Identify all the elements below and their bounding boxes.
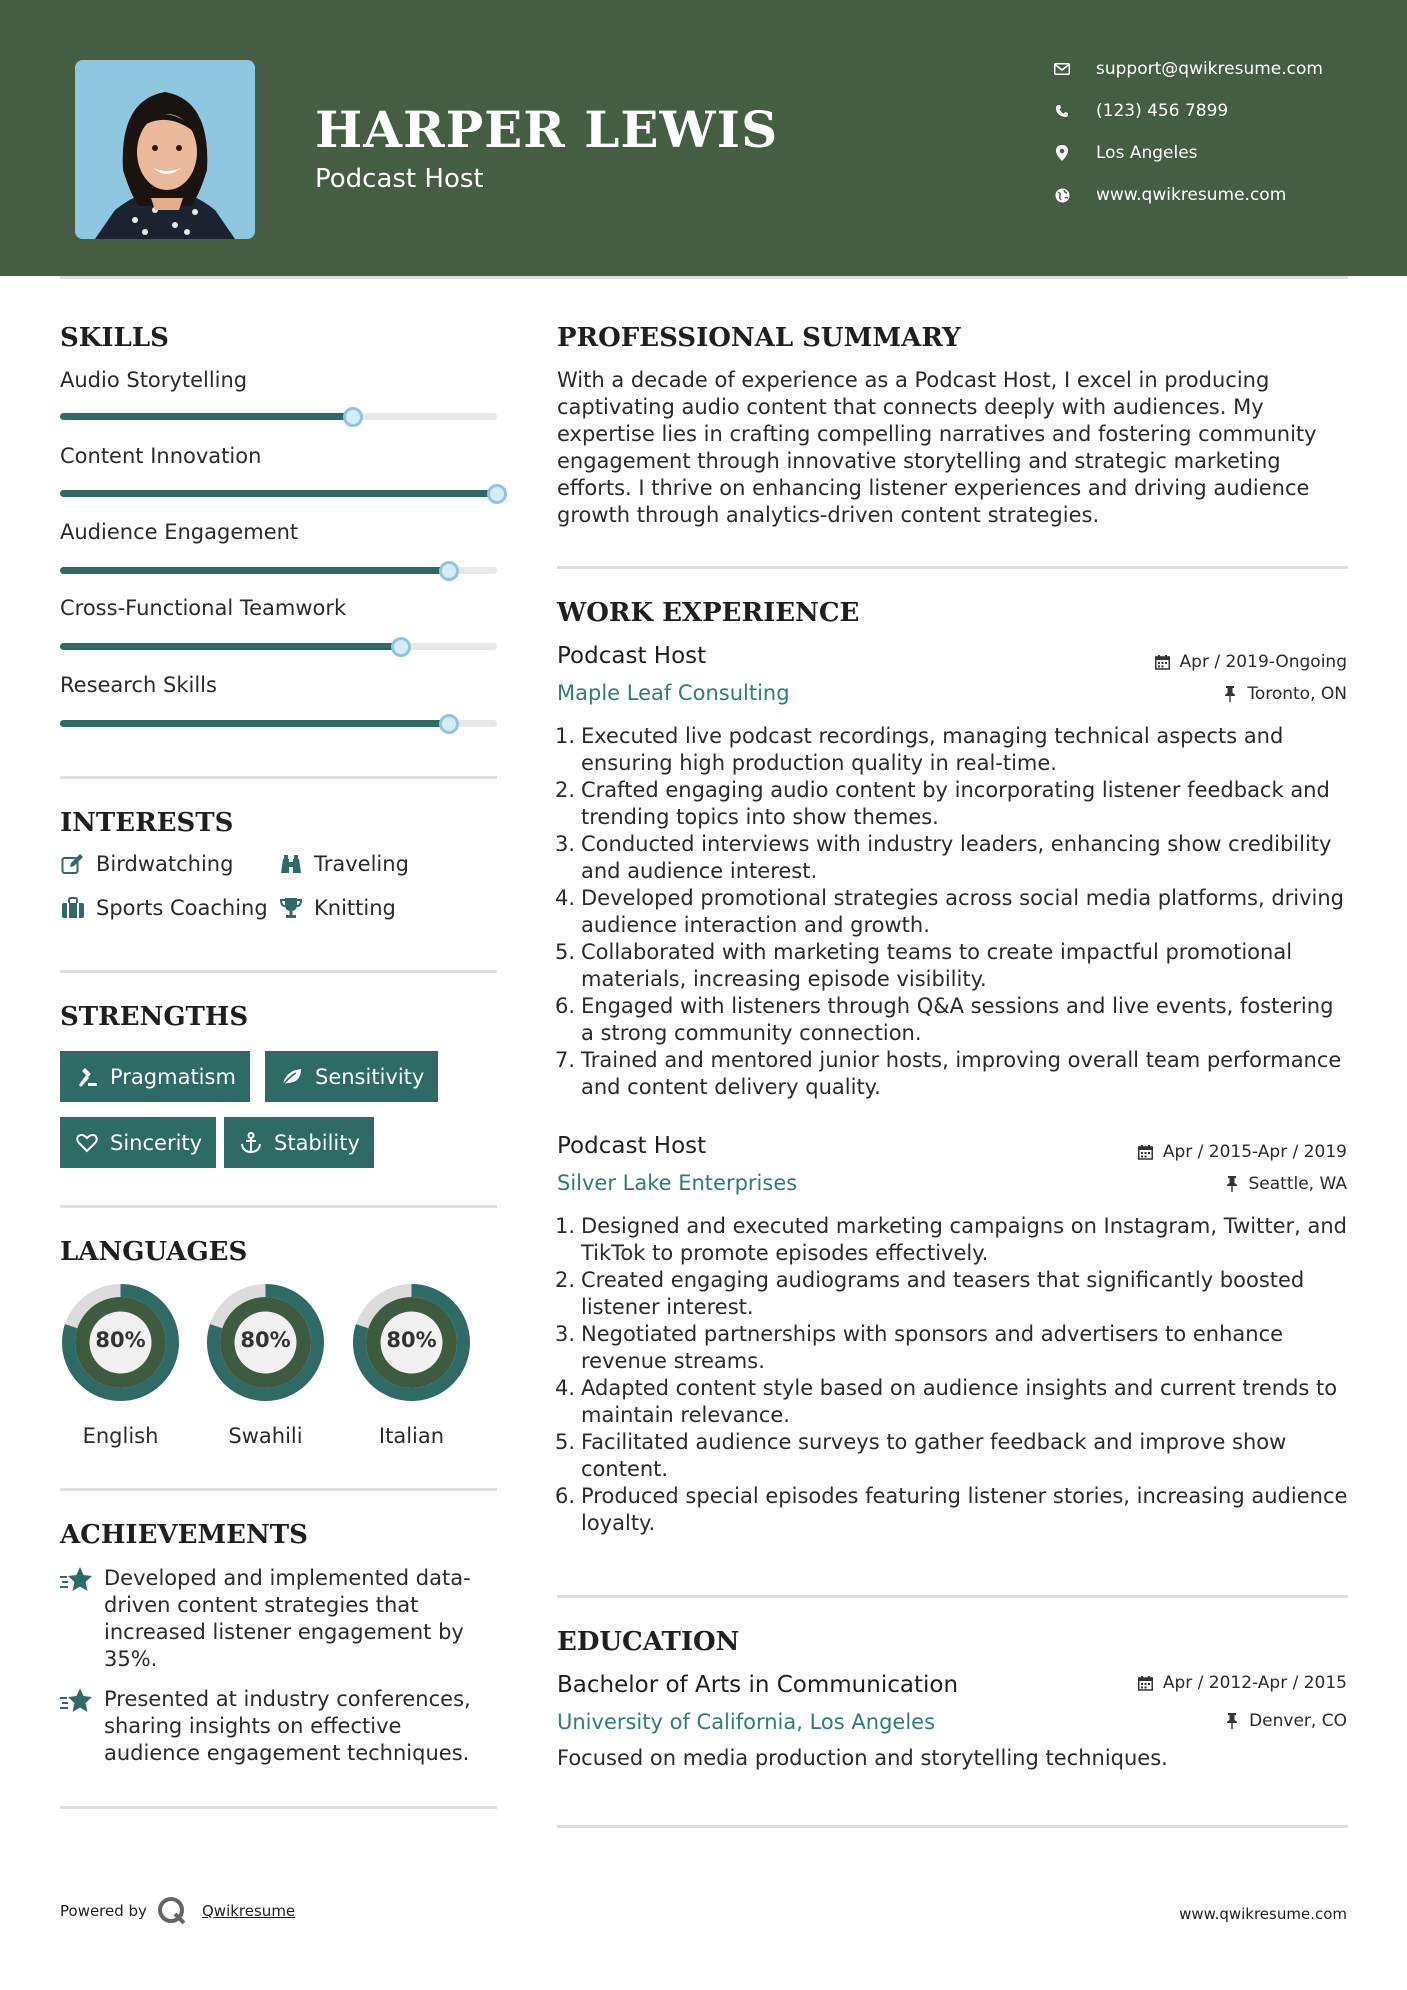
contact-website[interactable] [1050,180,1380,210]
strength-tag [265,1051,438,1102]
interest-label: Knitting [314,896,396,920]
job-location [1223,1174,1348,1194]
skill-bar-knob [439,714,459,734]
education-dates-text: Apr / 2012-Apr / 2015 [1162,1673,1347,1693]
language-name: Swahili [228,1424,303,1448]
job-location [1221,684,1347,704]
interest-item [278,852,409,876]
pushpin-icon [1221,685,1239,703]
list-item: 4. Adapted content style based on audience insights and current trends to maintain relevance. [554,1376,1338,1427]
interest-item [278,896,396,920]
profile-photo [75,60,255,239]
language-percent: 80% [95,1328,146,1352]
qwikresume-logo-icon [157,1896,187,1926]
pushpin-icon [1223,1712,1241,1730]
globe-icon [1050,186,1074,204]
interest-item [60,852,233,876]
skill-bar-knob [391,637,411,657]
section-divider [557,1595,1348,1598]
language-name: English [82,1424,159,1448]
education-description: Focused on media production and storytelling techniques. [557,1746,1168,1770]
strength-label: Sensitivity [315,1064,425,1089]
section-divider [557,1825,1348,1828]
language-percent: 80% [240,1328,291,1352]
achievement-text: Developed and implemented data-driven content strategies that increased listener engagement by 35%. [104,1566,471,1671]
gavel-icon [74,1065,100,1089]
skill-bar [60,643,497,650]
achievement-item [60,1565,500,1673]
language-item [205,1282,326,1448]
contact-phone-text: (123) 456 7899 [1096,101,1229,121]
list-item: 3. Negotiated partnerships with sponsors and advertisers to enhance revenue streams. [554,1322,1284,1373]
section-divider [60,776,497,779]
language-percent: 80% [386,1328,437,1352]
leaf-icon [279,1065,305,1089]
skill-bar [60,567,497,574]
skill-label: Audio Storytelling [60,368,248,392]
skill-bar-fill [60,490,497,497]
list-item: 6. Produced special episodes featuring listener stories, increasing audience loyalty. [554,1484,1348,1535]
qwikresume-link[interactable]: Qwikresume [202,1902,296,1920]
strengths-heading: STRENGTHS [60,1002,249,1032]
languages-heading: LANGUAGES [60,1237,248,1267]
job-bullets [553,1213,1348,1537]
list-item: 2. Crafted engaging audio content by incorporating listener feedback and trending topics into show themes. [554,778,1330,829]
calendar-icon [1154,653,1172,671]
contact-website-text: www.qwikresume.com [1096,185,1287,205]
skill-label: Research Skills [60,673,217,697]
skills-heading: SKILLS [60,323,169,353]
skill-bar-fill [60,720,449,727]
strength-tag [60,1051,250,1102]
interest-label: Traveling [314,852,409,876]
skill-bar-knob [343,407,363,427]
strength-label: Sincerity [110,1130,203,1155]
job-dates-text: Apr / 2015-Apr / 2019 [1162,1142,1347,1162]
summary-heading: PROFESSIONAL SUMMARY [557,323,961,353]
achievement-item [60,1686,500,1767]
contact-location [1050,138,1380,168]
education-degree: Bachelor of Arts in Communication [557,1672,959,1698]
job-dates [1137,1142,1347,1162]
section-divider [60,1205,497,1208]
interest-item [60,896,268,920]
education-dates [1137,1673,1347,1693]
calendar-icon [1137,1674,1155,1692]
envelope-icon [1050,60,1074,78]
language-item [351,1282,472,1448]
footer-website[interactable]: www.qwikresume.com [1179,1905,1347,1923]
binoculars-icon [278,852,304,876]
skill-label: Content Innovation [60,444,262,468]
job-company: Silver Lake Enterprises [557,1171,798,1195]
education-location [1223,1711,1347,1731]
candidate-title: Podcast Host [315,164,484,194]
pushpin-icon [1223,1175,1241,1193]
powered-by-label: Powered by [60,1902,147,1920]
list-item: 2. Created engaging audiograms and teasers that significantly boosted listener interest. [554,1268,1305,1319]
calendar-icon [1137,1143,1155,1161]
job-dates-text: Apr / 2019-Ongoing [1179,652,1347,672]
job-role: Podcast Host [557,1133,707,1159]
list-item: 5. Facilitated audience surveys to gather feedback and improve show content. [554,1430,1287,1481]
job-location-text: Seattle, WA [1248,1174,1347,1194]
strength-tag [60,1117,216,1168]
summary-text: With a decade of experience as a Podcast Host, I excel in producing captivating audio content that connects deeply with audiences. My expertise lies in crafting compelling narratives and fostering community engagement through innovative storytelling and strategic marketing efforts. I thrive on enhancing listener experiences and driving audience growth through analytics-driven content strategies. [557,368,1317,527]
skill-bar-knob [439,561,459,581]
skill-label: Cross-Functional Teamwork [60,596,347,620]
interest-label: Birdwatching [96,852,234,876]
map-pin-icon [1050,144,1074,162]
section-divider [60,1488,497,1491]
skill-bar [60,720,497,727]
section-divider [60,970,497,973]
briefcase-icon [60,896,86,920]
education-school: University of California, Los Angeles [557,1710,936,1734]
education-location-text: Denver, CO [1249,1711,1347,1731]
achievements-heading: ACHIEVEMENTS [60,1520,308,1550]
section-divider [557,566,1348,569]
trophy-icon [278,896,304,920]
skill-bar [60,413,497,420]
experience-heading: WORK EXPERIENCE [557,598,860,628]
language-name: Italian [378,1424,445,1448]
education-heading: EDUCATION [557,1627,740,1657]
skill-bar-fill [60,643,401,650]
skill-bar [60,490,497,497]
list-item: 1. Executed live podcast recordings, managing technical aspects and ensuring high production quality in real-time. [554,724,1284,775]
job-company: Maple Leaf Consulting [557,681,790,705]
section-divider [60,1806,497,1809]
list-item: 7. Trained and mentored junior hosts, improving overall team performance and content delivery quality. [554,1048,1342,1099]
job-location-text: Toronto, ON [1247,684,1347,704]
job-dates [1154,652,1347,672]
contact-location-text: Los Angeles [1096,143,1198,163]
star-icon [60,1565,94,1595]
phone-icon [1050,102,1074,120]
candidate-name: HARPER LEWIS [315,100,779,159]
skill-label: Audience Engagement [60,520,299,544]
anchor-icon [238,1131,264,1155]
contact-email[interactable] [1050,54,1380,84]
edit-icon [60,852,86,876]
skill-bar-knob [487,484,507,504]
interests-heading: INTERESTS [60,808,234,838]
strength-tag [224,1117,374,1168]
star-icon [60,1686,94,1716]
skill-bar-fill [60,413,353,420]
contact-phone[interactable] [1050,96,1380,126]
interest-label: Sports Coaching [96,896,268,920]
achievement-text: Presented at industry conferences, sharing insights on effective audience engagement techniques. [104,1687,471,1765]
list-item: 4. Developed promotional strategies across social media platforms, driving audience interaction and growth. [554,886,1345,937]
header-divider [60,276,1348,279]
strength-label: Pragmatism [110,1064,236,1089]
job-bullets [553,723,1348,1101]
contact-email-text: support@qwikresume.com [1096,59,1323,79]
language-item [60,1282,181,1448]
list-item: 6. Engaged with listeners through Q&A sessions and live events, fostering a strong community connection. [554,994,1334,1045]
skill-bar-fill [60,567,449,574]
heart-icon [74,1131,100,1155]
list-item: 5. Collaborated with marketing teams to create impactful promotional materials, increasing episode visibility. [554,940,1293,991]
list-item: 1. Designed and executed marketing campaigns on Instagram, Twitter, and TikTok to promote episodes effectively. [554,1214,1347,1265]
strength-label: Stability [274,1130,360,1155]
resume-header [0,0,1407,276]
job-role: Podcast Host [557,643,707,669]
list-item: 3. Conducted interviews with industry leaders, enhancing show credibility and audience interest. [554,832,1332,883]
